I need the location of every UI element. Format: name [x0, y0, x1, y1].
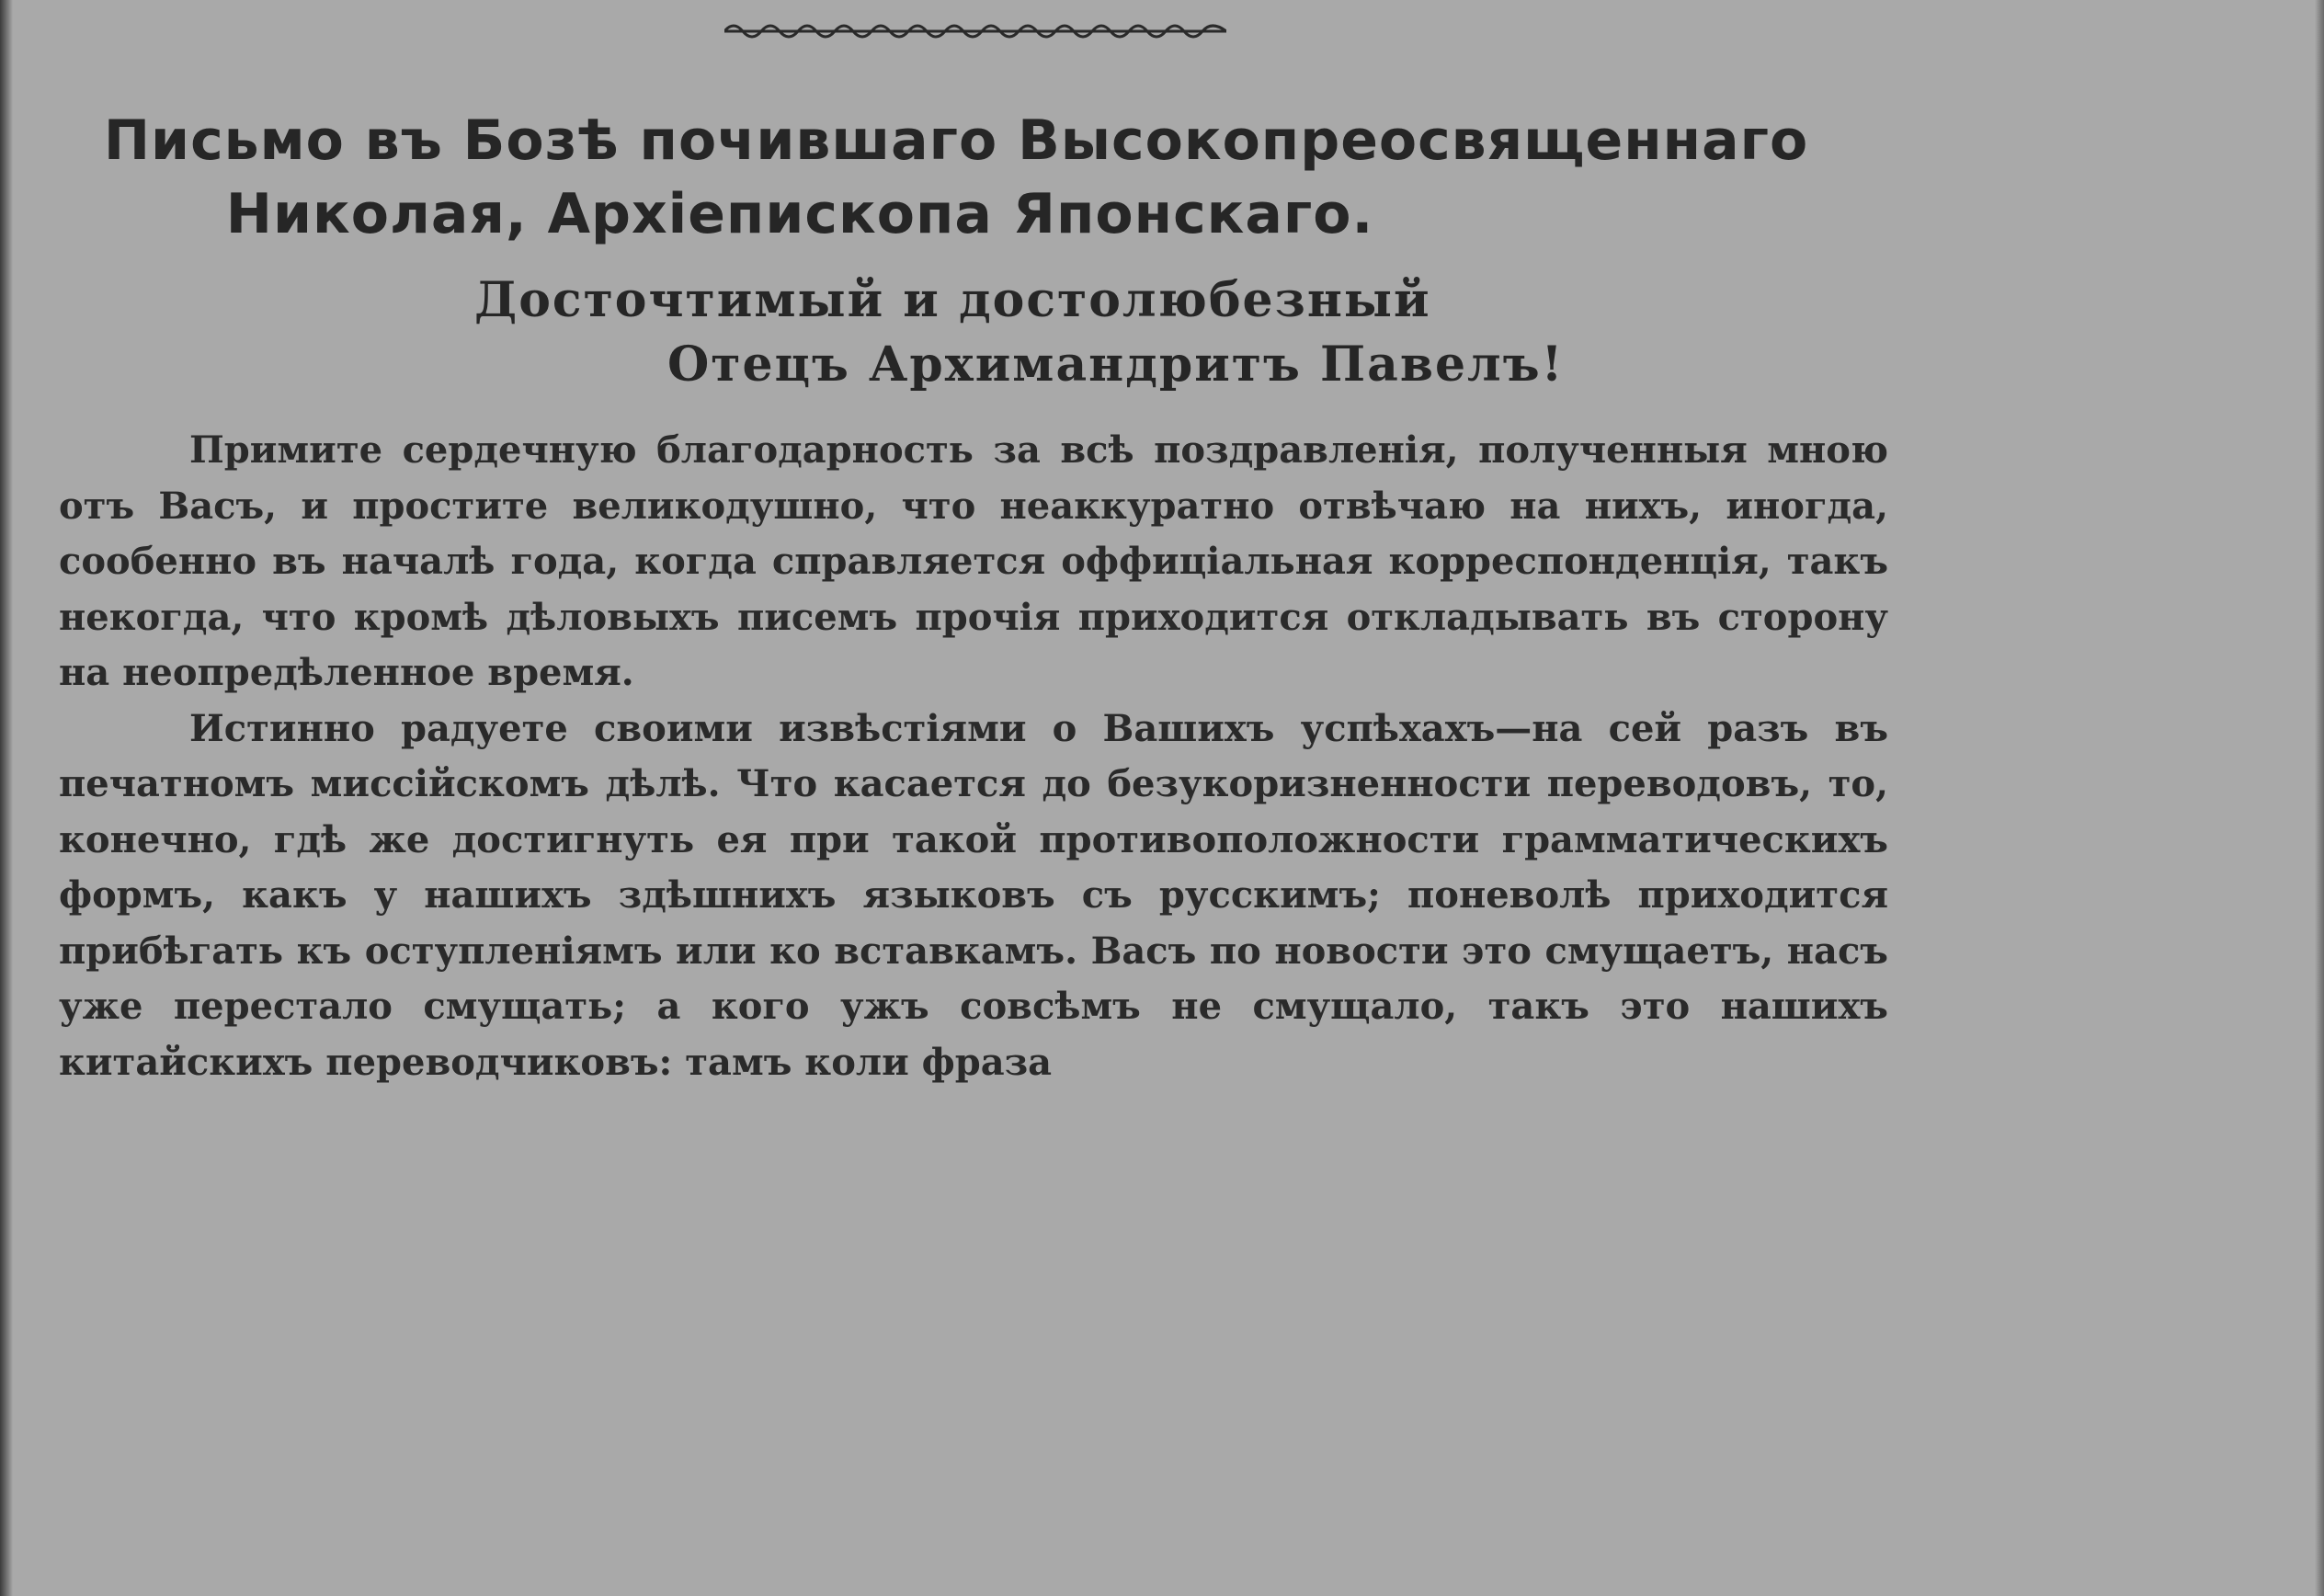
wavy-divider-ornament	[724, 11, 1226, 53]
paragraph-1: Примите сердечную благодарность за всѣ поздравленія, полученныя мною отъ Васъ, и простите великодушно, что неаккуратно отвѣчаю на нихъ, иногда, сообенно въ началѣ года, когда справляется оффиціальная корреспонденція, такъ некогда, что кромѣ дѣловыхъ писемъ прочія приходится откладывать въ сторону на неопредѣленное время.	[59, 428, 1888, 694]
letter-title-line-1: Письмо въ Бозѣ почившаго Высокопреосвященнаго	[103, 108, 1809, 173]
salutation-line-2: Отецъ Архимандритъ Павелъ!	[667, 336, 1565, 393]
letter-body	[59, 423, 1888, 1090]
page-right-edge	[2315, 0, 2324, 1596]
paragraph-2: Истинно радуете своими извѣстіями о Вашихъ успѣхахъ—на сей разъ въ печатномъ миссійскомъ дѣлѣ. Что касается до безукоризненности переводовъ, то, конечно, гдѣ же достигнуть ея при такой противоположности грамматическихъ формъ, какъ у нашихъ здѣшнихъ языковъ съ русскимъ; поневолѣ приходится прибѣгать къ оступленіямъ или ко вставкамъ. Васъ по новости это смущаетъ, насъ уже перестало смущать; а кого ужъ совсѣмъ не смущало, такъ это нашихъ китайскихъ переводчиковъ: тамъ коли фраза	[59, 706, 1888, 1084]
salutation-line-1: Досточтимый и достолюбезный	[474, 272, 1431, 328]
page-binding-edge	[0, 0, 13, 1596]
letter-title-line-2: Николая, Архіепископа Японскаго.	[225, 182, 1374, 246]
